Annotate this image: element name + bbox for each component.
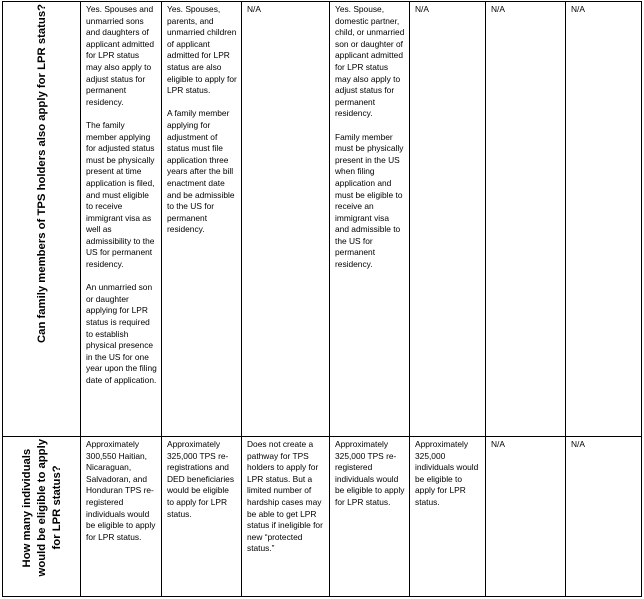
cell-paragraph: N/A [571,439,585,449]
table-cell [81,2,162,437]
table-cell [566,2,642,437]
row-header-line: Can family members of TPS holders also apply for LPR status? [35,4,48,343]
cell-paragraph: Approximately 300,550 Haitian, Nicaraguan, Salvadoran, and Honduran TPS re-registered individuals would be eligible to apply for LPR status. [86,439,156,542]
table-cell [330,2,410,437]
table-cell [486,2,566,437]
cell-paragraph: Family member must be physically present in the US when filing application and must be eligible to receive an immigrant visa and admissible to the US for permanent residency. [335,131,404,270]
cell-paragraph: Approximately 325,000 TPS re-registrations and DED beneficiaries would be eligible to apply for LPR status. [167,439,235,519]
cell-paragraph: Yes. Spouse, domestic partner, child, or unmarried son or daughter of applicant admitted for LPR status may also apply to adjust status for permanent residency. [335,4,405,119]
cell-paragraph: Approximately 325,000 individuals would be eligible to apply for LPR status. [415,439,479,507]
cell-paragraph: A family member applying for adjustment of status must file application three years after the bill enactment date and be admissible to the US for permanent residency. [167,108,235,235]
cell-paragraph: Yes. Spouses and unmarried sons and daughters of applicant admitted for LPR status may also apply to adjust status for permanent residency. [86,4,154,107]
table-body [3,2,642,597]
cell-paragraph: The family member applying for adjusted status must be physically present at time application is filed, and must eligible to receive immigrant visa as well as admissibility to the US for permanent residency. [86,119,155,270]
cell-paragraph: N/A [571,4,585,14]
cell-paragraph: Yes. Spouses, parents, and unmarried children of applicant admitted for LPR status are also eligible to apply for LPR status. [167,4,237,96]
row-header-cell [3,2,81,437]
cell-paragraph: N/A [247,4,261,14]
table-cell [242,2,330,437]
cell-paragraph: An unmarried son or daughter applying for LPR status is required to establish physical presence in the US for one year upon the filing date of application. [86,282,157,385]
table-cell [486,437,566,597]
row-header-eligible-individuals [20,439,65,576]
cell-paragraph: Does not create a pathway for TPS holders to apply for LPR status. But a limited number of hardship cases may be able to get LPR status if ineligible for new “protected status.” [247,439,323,554]
table-cell [81,437,162,597]
table-cell [330,437,410,597]
comparison-table [2,1,642,597]
cell-paragraph: N/A [491,4,505,14]
table-row [3,2,642,437]
row-header-cell [3,437,81,597]
row-header-line: would be eligible to apply [35,439,48,577]
cell-paragraph: Approximately 325,000 TPS re-registered individuals would be eligible to apply for LPR status. [335,439,405,507]
table-cell [242,437,330,597]
row-header-family-members [35,4,50,343]
table-cell [162,437,242,597]
cell-paragraph: N/A [415,4,429,14]
table-cell [162,2,242,437]
cell-paragraph: N/A [491,439,505,449]
table-cell [566,437,642,597]
row-header-line: for LPR status? [50,465,63,550]
row-header-line: How many individuals [20,448,33,568]
table-cell [410,2,486,437]
table-cell [410,437,486,597]
table-row [3,437,642,597]
